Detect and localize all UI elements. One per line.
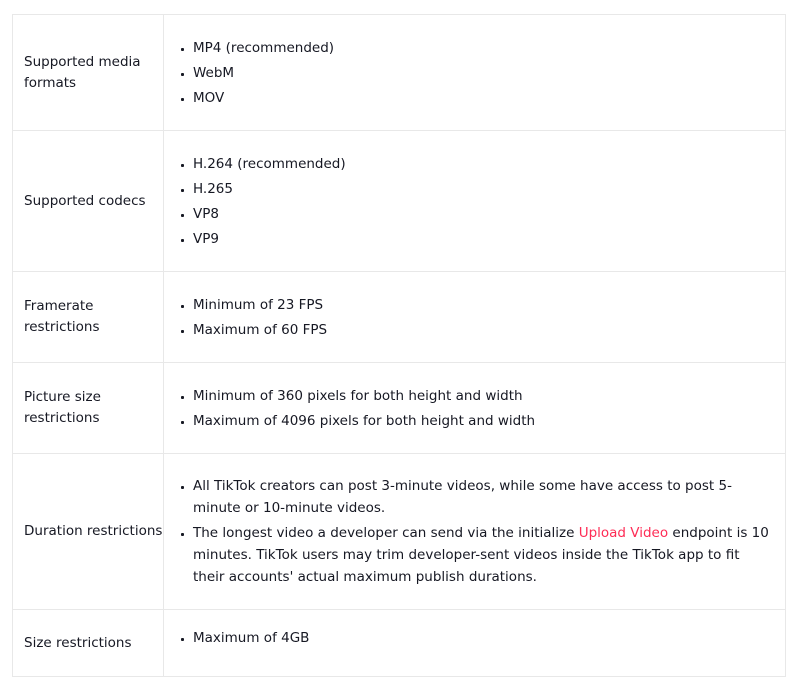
row-values (164, 131, 786, 272)
list-item: Minimum of 23 FPS (178, 294, 773, 316)
bullet-list (178, 153, 773, 250)
row-values (164, 15, 786, 131)
list-item: WebM (178, 62, 773, 84)
list-item: Minimum of 360 pixels for both height and width (178, 385, 773, 407)
bullet-list (178, 37, 773, 109)
bullet-list (178, 627, 773, 649)
item-text: The longest video a developer can send via the initialize (193, 525, 579, 541)
row-values (164, 363, 786, 454)
bullet-list (178, 294, 773, 341)
row-values (164, 454, 786, 610)
item-text: endpoint is 10 minutes. TikTok users may trim developer-sent videos inside the TikTok app to fit their accounts' actual maximum publish durations. (193, 525, 769, 585)
list-item: MOV (178, 87, 773, 109)
list-item (178, 522, 773, 588)
table-row (13, 363, 786, 454)
video-restrictions-table (12, 14, 786, 677)
list-item: Maximum of 4GB (178, 627, 773, 649)
table-row (13, 272, 786, 363)
list-item: H.264 (recommended) (178, 153, 773, 175)
row-label: Framerate restrictions (13, 272, 164, 363)
table-row (13, 131, 786, 272)
row-label: Duration restrictions (13, 454, 164, 610)
row-label: Supported codecs (13, 131, 164, 272)
list-item: All TikTok creators can post 3-minute videos, while some have access to post 5-minute or 10-minute videos. (178, 475, 773, 519)
bullet-list (178, 475, 773, 588)
list-item: VP8 (178, 203, 773, 225)
table-row (13, 15, 786, 131)
list-item: Maximum of 60 FPS (178, 319, 773, 341)
row-label: Supported media formats (13, 15, 164, 131)
list-item: Maximum of 4096 pixels for both height and width (178, 410, 773, 432)
list-item: MP4 (recommended) (178, 37, 773, 59)
upload-video-link[interactable]: Upload Video (578, 525, 669, 541)
row-values (164, 272, 786, 363)
row-values (164, 610, 786, 677)
bullet-list (178, 385, 773, 432)
list-item: H.265 (178, 178, 773, 200)
list-item: VP9 (178, 228, 773, 250)
row-label: Size restrictions (13, 610, 164, 677)
table-row (13, 454, 786, 610)
table-row (13, 610, 786, 677)
row-label: Picture size restrictions (13, 363, 164, 454)
